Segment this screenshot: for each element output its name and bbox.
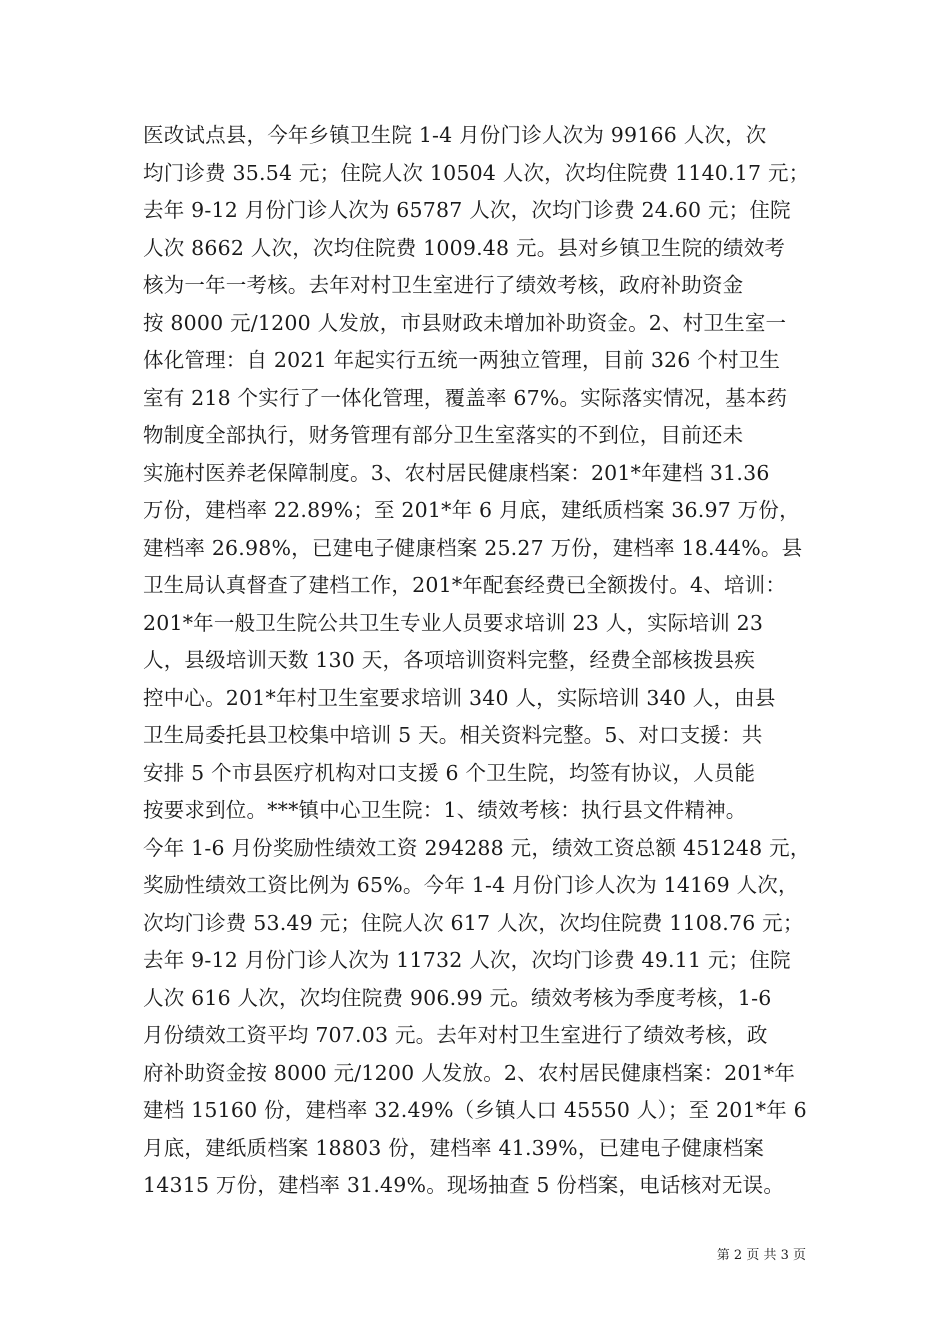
text-line: 物制度全部执行，财务管理有部分卫生室落实的不到位，目前还未 [143, 423, 744, 447]
text-line: 府补助资金按 8000 元/1200 人发放。2、农村居民健康档案：201*年 [143, 1060, 796, 1085]
text-line: 卫生局委托县卫校集中培训 5 天。相关资料完整。5、对口支援：共 [143, 723, 763, 747]
text-line: 体化管理：自 2021 年起实行五统一两独立管理，目前 326 个村卫生 [143, 348, 781, 372]
body-text [143, 117, 843, 1205]
text-line: 按要求到位。***镇中心卫生院：1、绩效考核：执行县文件精神。 [143, 798, 747, 822]
text-line: 实施村医养老保障制度。3、农村居民健康档案：201*年建档 31.36 [143, 460, 770, 485]
text-line: 核为一年一考核。去年对村卫生室进行了绩效考核，政府补助资金 [143, 273, 744, 297]
text-line: 去年 9-12 月份门诊人次为 11732 人次，次均门诊费 49.11 元；住院 [143, 948, 791, 972]
text-line: 去年 9-12 月份门诊人次为 65787 人次，次均门诊费 24.60 元；住院 [143, 198, 791, 222]
text-line: 14315 万份，建档率 31.49%。现场抽查 5 份档案，电话核对无误。 [143, 1173, 785, 1197]
text-line: 月份绩效工资平均 707.03 元。去年对村卫生室进行了绩效考核，政 [143, 1023, 768, 1047]
text-line: 今年 1-6 月份奖励性绩效工资 294288 元，绩效工资总额 451248 元， [143, 835, 811, 860]
text-line: 人，县级培训天数 130 天，各项培训资料完整，经费全部核拨县疾 [143, 648, 756, 672]
text-line: 万份，建档率 22.89%；至 201*年 6 月底，建纸质档案 36.97 万份， [143, 498, 800, 522]
text-line: 室有 218 个实行了一体化管理，覆盖率 67%。实际落实情况，基本药 [143, 385, 788, 410]
text-line: 按 8000 元/1200 人发放，市县财政未增加补助资金。2、村卫生室一 [143, 310, 787, 335]
text-line: 控中心。201*年村卫生室要求培训 340 人，实际培训 340 人，由县 [143, 685, 776, 710]
text-line: 安排 5 个市县医疗机构对口支援 6 个卫生院，均签有协议，人员能 [143, 760, 756, 785]
text-line: 次均门诊费 53.49 元；住院人次 617 人次，次均住院费 1108.76 元； [143, 910, 804, 935]
text-line: 医改试点县，今年乡镇卫生院 1-4 月份门诊人次为 99166 人次，次 [143, 123, 767, 147]
text-line: 建档率 26.98%，已建电子健康档案 25.27 万份，建档率 18.44%。县 [143, 535, 803, 560]
text-line: 月底，建纸质档案 18803 份，建档率 41.39%，已建电子健康档案 [143, 1135, 765, 1160]
text-line: 奖励性绩效工资比例为 65%。今年 1-4 月份门诊人次为 14169 人次， [143, 873, 799, 897]
page-number: 第 2 页 共 3 页 [716, 1248, 806, 1263]
text-line: 建档 15160 份，建档率 32.49%（乡镇人口 45550 人）；至 201*年 6 [143, 1098, 807, 1122]
text-line: 201*年一般卫生院公共卫生专业人员要求培训 23 人，实际培训 23 [143, 610, 764, 635]
text-line: 均门诊费 35.54 元；住院人次 10504 人次，次均住院费 1140.17 元； [143, 160, 810, 185]
text-line: 人次 616 人次，次均住院费 906.99 元。绩效考核为季度考核，1-6 [143, 985, 772, 1010]
text-line: 人次 8662 人次，次均住院费 1009.48 元。县对乡镇卫生院的绩效考 [143, 235, 786, 260]
text-line: 卫生局认真督查了建档工作，201*年配套经费已全额拨付。4、培训： [143, 573, 787, 597]
